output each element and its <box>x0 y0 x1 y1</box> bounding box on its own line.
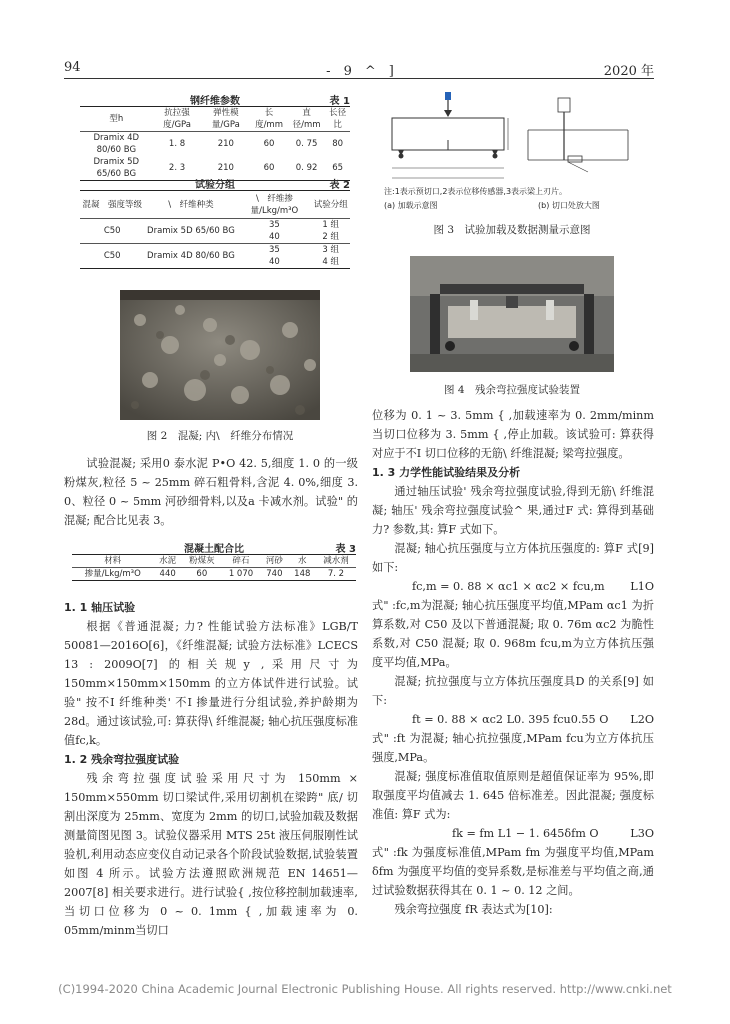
paragraph: 混凝; 抗拉强度与立方体抗压强度具D 的关系[9] 如下: <box>372 675 654 707</box>
table-cell: 440 <box>159 569 176 579</box>
paragraph: 残余弯拉强度 fR 表达式为[10]: <box>394 903 553 916</box>
equation-number: L2O <box>630 713 654 726</box>
table-cell: Dramix 5D 65/60 BG <box>147 226 235 236</box>
table-cell: 2. 3 <box>168 163 186 173</box>
table-2-title: 试验分组 <box>195 180 235 191</box>
equation-number: L3O <box>630 827 654 840</box>
fig2-concrete-photo <box>120 290 320 420</box>
table-header-cell: 减水剂 <box>323 556 349 566</box>
table-header-cell: 弹性模量/GPa <box>211 108 240 130</box>
table-cell: 148 <box>294 569 311 579</box>
table-header-cell: 试验分组 <box>313 199 348 210</box>
table-cell: C50 <box>103 226 121 236</box>
table-cell: 3 组 4 组 <box>322 245 340 267</box>
paragraph: 试验混凝; 采用0 泰水泥 P•O 42. 5,细度 1. 0 的一级粉煤灰,粒径 5 ~ 25mm 碎石粗骨料,含泥 4. 0%,细度 3. 0、粒径 0 ~ 5mm 河砂细骨料,以及a 卡减水剂。试验" 的混凝; 配合比见表 3。 <box>64 457 358 527</box>
section-heading: 1. 1 轴压试验 <box>64 601 136 614</box>
table-cell: 0. 75 <box>295 139 318 149</box>
left-column-text-2 <box>64 598 358 940</box>
equation-body: ft = 0. 88 × αc2 L0. 395 fcu0.55 O <box>412 713 609 726</box>
table-cell: 60 <box>196 569 208 579</box>
equation-3 <box>372 824 654 843</box>
table-cell: 35 40 <box>269 220 280 242</box>
table-header-cell: 长径比 <box>329 108 347 130</box>
table-1-number: 表 1 <box>329 96 350 107</box>
page-number: 94 <box>64 60 81 75</box>
fig3-note: 注:1表示预切口,2表示位移传感器,3表示梁上刃片。 <box>384 187 568 196</box>
table-cell: 35 40 <box>269 245 280 267</box>
table-cell: 7. 2 <box>327 569 345 579</box>
equation-1 <box>372 577 654 596</box>
table-row <box>72 568 356 581</box>
table-cell: 1. 8 <box>168 139 186 149</box>
table-cell: 60 <box>263 163 275 173</box>
table-cell: Dramix 4D 80/60 BG <box>147 251 235 261</box>
year-label: 2020 年 <box>603 64 654 79</box>
table-3-title: 混凝土配合比 <box>184 544 244 555</box>
fig3-subcaption-a: (a) 加载示意图 <box>384 201 438 210</box>
table-row <box>80 219 350 244</box>
table-3 <box>72 540 356 581</box>
paragraph: 混凝; 轴心抗压强度与立方体抗压强度的: 算F 式[9] 如下: <box>372 542 654 574</box>
equation-number: L1O <box>630 580 654 593</box>
paragraph: 式" :fc,m为混凝; 轴心抗压强度平均值,MPam αc1 为折算系数,对 C50 及以下普通混凝; 取 0. 76m αc2 为脆性系数,对 C50 混凝; 取 0. 968m fcu,m为立方体抗压强度平均值,MPa。 <box>372 599 654 669</box>
table-cell: 210 <box>217 139 234 149</box>
table-header-cell: 水泥 <box>159 556 177 566</box>
table-cell: 1 070 <box>228 569 254 579</box>
table-2 <box>80 176 350 269</box>
table-header-cell: 河砂 <box>265 556 283 566</box>
table-header-cell: 长度/mm <box>255 108 283 130</box>
table-cell: 80 <box>332 139 344 149</box>
running-header: - 9 ^ ] <box>326 64 394 79</box>
equation-2 <box>372 710 654 729</box>
table-1-title: 钢纤维参数 <box>190 96 240 107</box>
fig2-caption: 图 2 混凝; 内\ 纤维分布情况 <box>146 430 294 442</box>
table-header-cell: 材料 <box>104 556 122 566</box>
table-cell: C50 <box>103 251 121 261</box>
fig4-test-rig-photo <box>410 256 614 372</box>
paragraph: 通过轴压试验' 残余弯拉强度试验,得到无筋\ 纤维混凝; 轴压' 残余弯拉强度试验^ 果,通过F 式: 算得到基础力? 参数,其: 算F 式如下。 <box>372 485 654 536</box>
fig4-caption: 图 4 残余弯拉强度试验装置 <box>443 384 581 396</box>
table-cell: 掺量/Lkg/m³O <box>84 569 141 579</box>
table-2-number: 表 2 <box>329 180 350 191</box>
table-3-number: 表 3 <box>335 544 356 555</box>
table-header-cell: 碎石 <box>232 556 250 566</box>
fig3-caption: 图 3 试验加载及数据测量示意图 <box>433 224 591 236</box>
table-cell: 1 组 2 组 <box>322 220 340 242</box>
section-heading: 1. 3 力学性能试验结果及分析 <box>372 466 521 479</box>
table-cell: Dramix 5D 65/60 BG <box>93 157 140 179</box>
table-1 <box>80 92 350 181</box>
table-cell: 0. 92 <box>295 163 318 173</box>
fig3-diagram <box>378 90 646 220</box>
header-rule <box>64 78 654 79</box>
table-header-cell: 水 <box>298 556 307 566</box>
right-column-text <box>372 406 654 919</box>
table-header-cell: \ 纤维掺量/Lkg/m³O <box>250 193 299 216</box>
table-cell: 65 <box>332 163 344 173</box>
table-cell: 210 <box>217 163 234 173</box>
table-cell: 740 <box>266 569 283 579</box>
paragraph: 混凝; 强度标准值取值原则是超值保证率为 95%,即取强度平均值减去 1. 645 倍标准差。因此混凝; 强度标准值: 算F 式为: <box>372 770 654 821</box>
paragraph: 式" :ft 为混凝; 轴心抗拉强度,MPam fcu为立方体抗压强度,MPa。 <box>372 732 654 764</box>
table-header-cell: 粉煤灰 <box>189 556 215 566</box>
table-header-cell: 混凝 强度等级 <box>82 199 142 210</box>
section-heading: 1. 2 残余弯拉强度试验 <box>64 753 180 766</box>
paragraph: 根据《普通混凝; 力? 性能试验方法标准》LGB/T 50081—2016O[6]，《纤维混凝; 试验方法标准》LCECS 13 : 2009O[7] 的相关规y ,采用尺寸为 150mm×150mm×150mm 的立方体试件进行试验。试验" 按不I 纤维种类' 不I 掺量进行分组试验,养护龄期为 28d。通过该试验,可: 算获得\ 纤维混凝; 轴心抗压强度标准值fc,k。 <box>64 620 358 747</box>
paragraph: 位移为 0. 1 ~ 3. 5mm { ,加载速率为 0. 2mm/minm当切口位移为 3. 5mm { ,停止加载。该试验可: 算获得对应于不I 切口位移的无筋\ 纤维混凝; 梁弯拉强度。 <box>372 409 654 460</box>
equation-body: fk = fm L1 − 1. 645δfm O <box>452 827 599 840</box>
table-header-cell: 型h <box>109 114 124 124</box>
copyright-footer: (C)1994-2020 China Academic Journal Electronic Publishing House. All rights reserved. http://www.cnki.net <box>58 982 672 996</box>
table-header-cell: 直径/mm <box>292 108 321 130</box>
table-header-cell: \ 纤维种类 <box>168 199 214 210</box>
table-header-cell: 抗拉强度/GPa <box>163 108 191 130</box>
fig3-subcaption-b: (b) 切口处放大图 <box>538 201 600 210</box>
table-row <box>80 244 350 269</box>
table-cell: Dramix 4D 80/60 BG <box>93 133 140 155</box>
left-column-text-1 <box>64 454 358 530</box>
table-row <box>80 132 350 157</box>
table-cell: 60 <box>263 139 275 149</box>
equation-body: fc,m = 0. 88 × αc1 × αc2 × fcu,m <box>412 580 605 593</box>
paragraph: 残余弯拉强度试验采用尺寸为 150mm × 150mm×550mm 切口梁试件,采用切割机在梁跨" 底/ 切割出深度为 25mm、宽度为 2mm 的切口,试验加载及数据测量简图见图 3。试验仪器采用 MTS 25t 液压伺服刚性试验机,利用动态应变仪自动记录各个阶段试验数据,试验装置如图 4 所示。试验方法遵照欧洲规范 EN 14651—2007[8] 相关要求进行。进行试验{ ,按位移控制加载速率,当切口位移为 0 ~ 0. 1mm { ,加载速率为 0. 05mm/minm当切口 <box>64 772 358 937</box>
paragraph: 式" :fk 为强度标准值,MPam fm 为强度平均值,MPam δfm 为强度平均值的变异系数,是标准差与平均值之商,通过试验数据获得其在 0. 1 ~ 0. 12 之间。 <box>372 846 654 897</box>
